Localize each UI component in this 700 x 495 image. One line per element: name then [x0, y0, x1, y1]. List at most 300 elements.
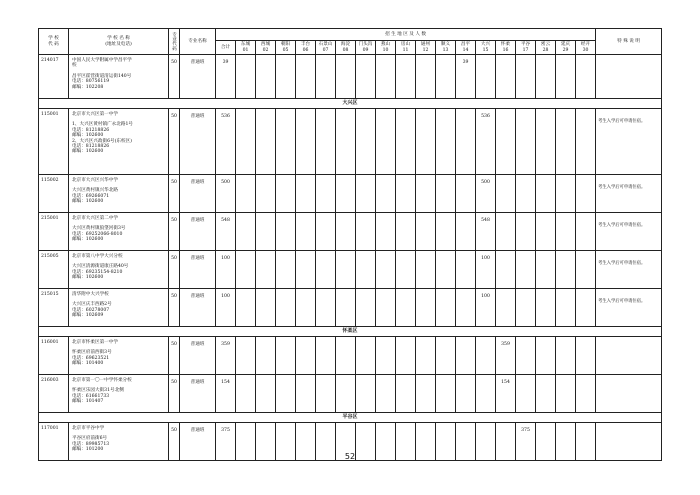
region-count-cell: [256, 289, 276, 327]
region-count-cell: [436, 175, 456, 213]
school-code: 116001: [39, 337, 69, 375]
region-count-cell: [416, 251, 436, 289]
region-count-cell: 39: [456, 55, 476, 99]
region-count-cell: [436, 337, 456, 375]
special-remark: 考生入学后可申请住宿。: [596, 109, 662, 175]
school-detail-line: 大兴区清源街道康庄路40号: [72, 264, 129, 270]
region-count-cell: [336, 375, 356, 413]
school-name: 北京市大兴区第二中学: [72, 216, 118, 221]
region-count-cell: [236, 109, 256, 175]
region-count-cell: [236, 55, 256, 99]
region-count-cell: [256, 175, 276, 213]
region-count-cell: [396, 213, 416, 251]
school-detail-line: 怀柔区府前西街3号: [72, 350, 112, 356]
header-region-15: [516, 41, 536, 55]
special-remark: 考生入学后可申请住宿。: [596, 289, 662, 327]
school-name: 清华附中大兴学校: [72, 292, 109, 297]
region-count-cell: [496, 175, 516, 213]
school-detail-line: 电话：89985713: [72, 441, 110, 447]
school-detail-line: 邮编：102600: [72, 237, 104, 243]
region-count-cell: [536, 251, 556, 289]
school-name-address: [69, 251, 169, 289]
region-count-cell: [356, 337, 376, 375]
region-count-cell: [416, 109, 436, 175]
school-detail-line: 邮编：102609: [72, 313, 104, 319]
region-name: 门头沟: [358, 42, 373, 48]
region-count-cell: [516, 55, 536, 99]
school-detail-line: 电话：80756119: [72, 79, 110, 85]
region-count-cell: [296, 289, 316, 327]
region-count-cell: [476, 375, 496, 413]
region-count-cell: [376, 213, 396, 251]
school-detail-line: 电话：69252066-8010: [72, 231, 123, 237]
region-count-cell: [276, 289, 296, 327]
region-count-cell: [496, 251, 516, 289]
spec-name: 普通班: [180, 213, 216, 251]
school-code: 215015: [39, 289, 69, 327]
region-count-cell: [376, 109, 396, 175]
school-detail-line: 平谷区府前街6号: [72, 436, 108, 442]
region-count-cell: [236, 213, 256, 251]
region-count-cell: [376, 251, 396, 289]
spec-name: 普通班: [180, 55, 216, 99]
header-region-10: [416, 41, 436, 55]
region-count-cell: [436, 251, 456, 289]
region-count-cell: [536, 375, 556, 413]
header-remarks: 特 殊 说 明: [596, 29, 662, 55]
region-count-cell: [276, 213, 296, 251]
school-detail-line: 邮编：102208: [72, 84, 104, 90]
region-count-cell: [276, 109, 296, 175]
total-count: 548: [216, 213, 236, 251]
region-count-cell: [396, 109, 416, 175]
region-count-cell: [556, 55, 576, 99]
region-count-cell: [456, 175, 476, 213]
school-name: 北京市大兴区第一中学: [72, 112, 118, 117]
region-count-cell: [276, 175, 296, 213]
region-name: 合计: [220, 44, 231, 50]
spec-code: 50: [169, 375, 180, 413]
total-count: 100: [216, 251, 236, 289]
school-row: [39, 213, 662, 251]
region-code: 15: [482, 47, 489, 53]
header-region-0: [216, 41, 236, 55]
spec-name: 普通班: [180, 289, 216, 327]
region-count-cell: [356, 375, 376, 413]
header-school-name: 学 校 名 称 (地址及电话): [69, 29, 169, 55]
region-count-cell: [416, 337, 436, 375]
region-count-cell: [536, 175, 556, 213]
region-count-cell: [556, 213, 576, 251]
region-count-cell: [516, 175, 536, 213]
school-detail-line: 邮编：102600: [72, 199, 104, 205]
school-detail-line: 邮编：102600: [72, 149, 104, 155]
region-count-cell: [416, 55, 436, 99]
region-count-cell: [556, 289, 576, 327]
district-section-row: [39, 327, 662, 337]
region-code: 09: [362, 47, 369, 53]
region-count-cell: [356, 175, 376, 213]
region-count-cell: [456, 289, 476, 327]
region-count-cell: [336, 175, 356, 213]
school-detail-line: 邮编：102600: [72, 275, 104, 281]
region-count-cell: [516, 213, 536, 251]
special-remark: 考生入学后可申请住宿。: [596, 213, 662, 251]
header-spec-name: 专业名称: [180, 29, 216, 55]
region-count-cell: [556, 175, 576, 213]
region-count-cell: [336, 109, 356, 175]
school-row: [39, 175, 662, 213]
region-count-cell: [416, 175, 436, 213]
region-name: 石景山: [318, 42, 333, 48]
header-region-4: [296, 41, 316, 55]
total-count: 154: [216, 375, 236, 413]
spec-code: 50: [169, 289, 180, 327]
region-count-cell: [576, 289, 596, 327]
region-name: 东城: [240, 42, 251, 48]
region-count-cell: [496, 109, 516, 175]
region-count-cell: [236, 375, 256, 413]
region-code: 11: [402, 47, 409, 53]
region-count-cell: [236, 175, 256, 213]
region-count-cell: [376, 289, 396, 327]
region-count-cell: [356, 289, 376, 327]
region-count-cell: [336, 55, 356, 99]
school-name: 北京市第一〇一中学怀柔分校: [72, 378, 132, 383]
school-name: 北京市大兴区兴华中学: [72, 178, 118, 183]
region-count-cell: [256, 109, 276, 175]
region-count-cell: [536, 213, 556, 251]
region-count-cell: [516, 109, 536, 175]
region-count-cell: [456, 213, 476, 251]
region-count-cell: [516, 289, 536, 327]
region-count-cell: [536, 109, 556, 175]
region-code: 28: [542, 47, 549, 53]
region-count-cell: [236, 251, 256, 289]
region-count-cell: [336, 213, 356, 251]
region-count-cell: [256, 337, 276, 375]
school-detail-line: 电话：69235154-8210: [72, 269, 123, 275]
school-name: 北京市第八中学大兴分校: [72, 254, 123, 259]
region-count-cell: [536, 55, 556, 99]
school-row: [39, 337, 662, 375]
region-count-cell: [356, 251, 376, 289]
spec-code: 50: [169, 175, 180, 213]
region-count-cell: [296, 375, 316, 413]
region-count-cell: [496, 55, 516, 99]
region-code: 16: [502, 47, 509, 53]
special-remark: [596, 55, 662, 99]
region-name: 经开: [580, 42, 591, 48]
region-count-cell: [256, 213, 276, 251]
region-count-cell: [336, 337, 356, 375]
region-count-cell: [376, 337, 396, 375]
region-count-cell: [276, 337, 296, 375]
header-region-2: [256, 41, 276, 55]
region-name: 怀柔: [500, 42, 511, 48]
region-count-cell: [476, 55, 496, 99]
region-code: 02: [262, 47, 269, 53]
enrollment-table-sheet: [38, 28, 661, 461]
region-count-cell: [536, 289, 556, 327]
region-count-cell: [256, 55, 276, 99]
region-count-cell: [396, 289, 416, 327]
school-code: 215001: [39, 213, 69, 251]
region-count-cell: [356, 109, 376, 175]
special-remark: [596, 375, 662, 413]
region-code: 14: [462, 47, 469, 53]
region-count-cell: [296, 175, 316, 213]
region-count-cell: [556, 375, 576, 413]
header-region-7: [356, 41, 376, 55]
region-code: 08: [342, 47, 349, 53]
header-region-18: [576, 41, 596, 55]
school-detail-line: 电话：60278007: [72, 307, 110, 313]
region-count-cell: [276, 375, 296, 413]
region-count-cell: [376, 375, 396, 413]
total-count: 359: [216, 337, 236, 375]
total-count: 39: [216, 55, 236, 99]
region-code: 10: [382, 47, 389, 53]
region-name: 昌平: [460, 42, 471, 48]
school-detail-line: 大兴区黄村镇兴华北路: [72, 188, 118, 194]
school-name: 中国人民大学附属中学昌平学: [72, 58, 132, 63]
region-count-cell: [456, 337, 476, 375]
header-region-16: [536, 41, 556, 55]
school-detail-line: 2、大兴区兴政街6号(东校区): [72, 138, 132, 144]
region-count-cell: [256, 375, 276, 413]
region-name: 西城: [260, 42, 271, 48]
region-count-cell: [316, 337, 336, 375]
spec-code: 50: [169, 213, 180, 251]
region-count-cell: [316, 375, 336, 413]
spec-name: 普通班: [180, 337, 216, 375]
school-detail-line: 电话：61661733: [72, 393, 110, 399]
total-count: 536: [216, 109, 236, 175]
school-row: [39, 375, 662, 413]
region-count-cell: [316, 175, 336, 213]
region-count-cell: [276, 251, 296, 289]
school-detail-line: 邮编：101407: [72, 399, 104, 405]
header-region-17: [556, 41, 576, 55]
school-name-address: [69, 289, 169, 327]
region-count-cell: [516, 337, 536, 375]
region-count-cell: [576, 109, 596, 175]
spec-name: 普通班: [180, 375, 216, 413]
region-count-cell: [576, 213, 596, 251]
region-count-cell: [376, 175, 396, 213]
district-title: 怀柔区: [39, 327, 662, 337]
school-detail-line: 昌平区霍营街道清运街140号: [72, 73, 132, 79]
region-count-cell: [576, 337, 596, 375]
school-detail-line: 邮编：101400: [72, 361, 104, 367]
region-count-cell: 154: [496, 375, 516, 413]
region-count-cell: 536: [476, 109, 496, 175]
district-title: 大兴区: [39, 99, 662, 109]
region-count-cell: [576, 251, 596, 289]
region-count-cell: [536, 337, 556, 375]
region-name: 房山: [400, 42, 411, 48]
district-section-row: [39, 99, 662, 109]
header-region-11: [436, 41, 456, 55]
spec-code: 50: [169, 109, 180, 175]
region-count-cell: [316, 109, 336, 175]
region-count-cell: [396, 55, 416, 99]
region-count-cell: 548: [476, 213, 496, 251]
region-code: 05: [282, 47, 289, 53]
total-count: 100: [216, 289, 236, 327]
school-detail-line: 邮编：102600: [72, 133, 104, 139]
region-count-cell: [276, 55, 296, 99]
school-code: 214017: [39, 55, 69, 99]
school-name-address: [69, 55, 169, 99]
school-detail-line: 怀柔区乐园大街31号北侧: [72, 388, 124, 394]
region-code: 17: [522, 47, 529, 53]
region-name: 延庆: [560, 42, 571, 48]
school-row: [39, 289, 662, 327]
school-name-address: [69, 375, 169, 413]
region-count-cell: [496, 289, 516, 327]
region-count-cell: [356, 55, 376, 99]
spec-name: 普通班: [180, 423, 216, 461]
spec-name: 普通班: [180, 109, 216, 175]
header-region-title: 招 生 地 区 及 人 数: [216, 29, 596, 41]
region-count-cell: [296, 109, 316, 175]
header-region-12: [456, 41, 476, 55]
spec-name: 普通班: [180, 251, 216, 289]
region-count-cell: [456, 375, 476, 413]
region-code: 29: [562, 47, 569, 53]
school-row: [39, 55, 662, 99]
header-spec-code: 专业代码: [169, 29, 180, 55]
region-count-cell: [576, 375, 596, 413]
region-code: 12: [422, 47, 429, 53]
region-name: 海淀: [340, 42, 351, 48]
region-count-cell: [496, 213, 516, 251]
school-row: [39, 109, 662, 175]
region-count-cell: [456, 251, 476, 289]
special-remark: 考生入学后可申请住宿。: [596, 251, 662, 289]
school-name: 北京市怀柔区第一中学: [72, 340, 118, 345]
header-region-13: [476, 41, 496, 55]
region-count-cell: [256, 251, 276, 289]
region-count-cell: [236, 337, 256, 375]
school-detail-line: 电话：81218826: [72, 127, 110, 133]
school-row: [39, 251, 662, 289]
school-detail-line: 大兴区黄村镇狼垡河街3号: [72, 226, 126, 232]
school-code: 215005: [39, 251, 69, 289]
region-count-cell: [436, 213, 456, 251]
region-count-cell: [356, 213, 376, 251]
school-detail-line: 邮编：101200: [72, 447, 104, 453]
region-name: 大兴: [480, 42, 491, 48]
region-count-cell: [396, 175, 416, 213]
school-detail-line: 电话：81218826: [72, 144, 110, 150]
school-detail-line: 电话：69266071: [72, 193, 110, 199]
school-detail-line: 校: [72, 63, 77, 69]
region-count-cell: [576, 175, 596, 213]
school-name-address: [69, 337, 169, 375]
region-count-cell: [476, 337, 496, 375]
region-count-cell: [516, 251, 536, 289]
region-code: 13: [442, 47, 449, 53]
region-name: 顺义: [440, 42, 451, 48]
school-code: 117001: [39, 423, 69, 461]
spec-code: 50: [169, 251, 180, 289]
total-count: 500: [216, 175, 236, 213]
region-count-cell: 100: [476, 289, 496, 327]
region-count-cell: [296, 213, 316, 251]
special-remark: 考生入学后可申请住宿。: [596, 175, 662, 213]
region-count-cell: [336, 251, 356, 289]
region-code: 30: [582, 47, 589, 53]
region-name: 燕山: [380, 42, 391, 48]
school-detail-line: 电话：69623521: [72, 355, 110, 361]
region-count-cell: [436, 55, 456, 99]
region-name: 通州: [420, 42, 431, 48]
region-count-cell: [316, 213, 336, 251]
region-count-cell: 500: [476, 175, 496, 213]
header-region-6: [336, 41, 356, 55]
header-region-3: [276, 41, 296, 55]
region-count-cell: [316, 289, 336, 327]
school-name: 北京市平谷中学: [72, 426, 105, 431]
region-count-cell: [516, 375, 536, 413]
region-count-cell: 375: [516, 423, 536, 461]
region-count-cell: [556, 337, 576, 375]
region-code: 07: [322, 47, 329, 53]
region-count-cell: [556, 109, 576, 175]
header-region-9: [396, 41, 416, 55]
region-count-cell: [576, 55, 596, 99]
header-region-5: [316, 41, 336, 55]
school-detail-line: 大兴区庆丰西路2号: [72, 302, 112, 308]
school-name-address: [69, 175, 169, 213]
spec-code: 50: [169, 423, 180, 461]
region-name: 平谷: [520, 42, 531, 48]
region-count-cell: [316, 55, 336, 99]
region-count-cell: 359: [496, 337, 516, 375]
special-remark: [596, 337, 662, 375]
region-count-cell: [436, 289, 456, 327]
district-title: 平谷区: [39, 413, 662, 423]
region-count-cell: [456, 109, 476, 175]
region-count-cell: [296, 337, 316, 375]
school-code: 115002: [39, 175, 69, 213]
region-code: 06: [302, 47, 309, 53]
region-code: 01: [242, 47, 249, 53]
region-count-cell: [236, 289, 256, 327]
region-count-cell: [416, 375, 436, 413]
region-name: 密云: [540, 42, 551, 48]
region-count-cell: [416, 289, 436, 327]
school-code: 216003: [39, 375, 69, 413]
region-name: 丰台: [300, 42, 311, 48]
region-count-cell: [436, 109, 456, 175]
region-count-cell: [296, 251, 316, 289]
region-count-cell: [396, 337, 416, 375]
school-code: 115001: [39, 109, 69, 175]
region-count-cell: [316, 251, 336, 289]
school-name-address: [69, 109, 169, 175]
region-count-cell: [416, 213, 436, 251]
region-count-cell: [336, 289, 356, 327]
spec-code: 50: [169, 55, 180, 99]
total-count: 375: [216, 423, 236, 461]
region-count-cell: [396, 251, 416, 289]
region-count-cell: [436, 375, 456, 413]
region-count-cell: [296, 55, 316, 99]
